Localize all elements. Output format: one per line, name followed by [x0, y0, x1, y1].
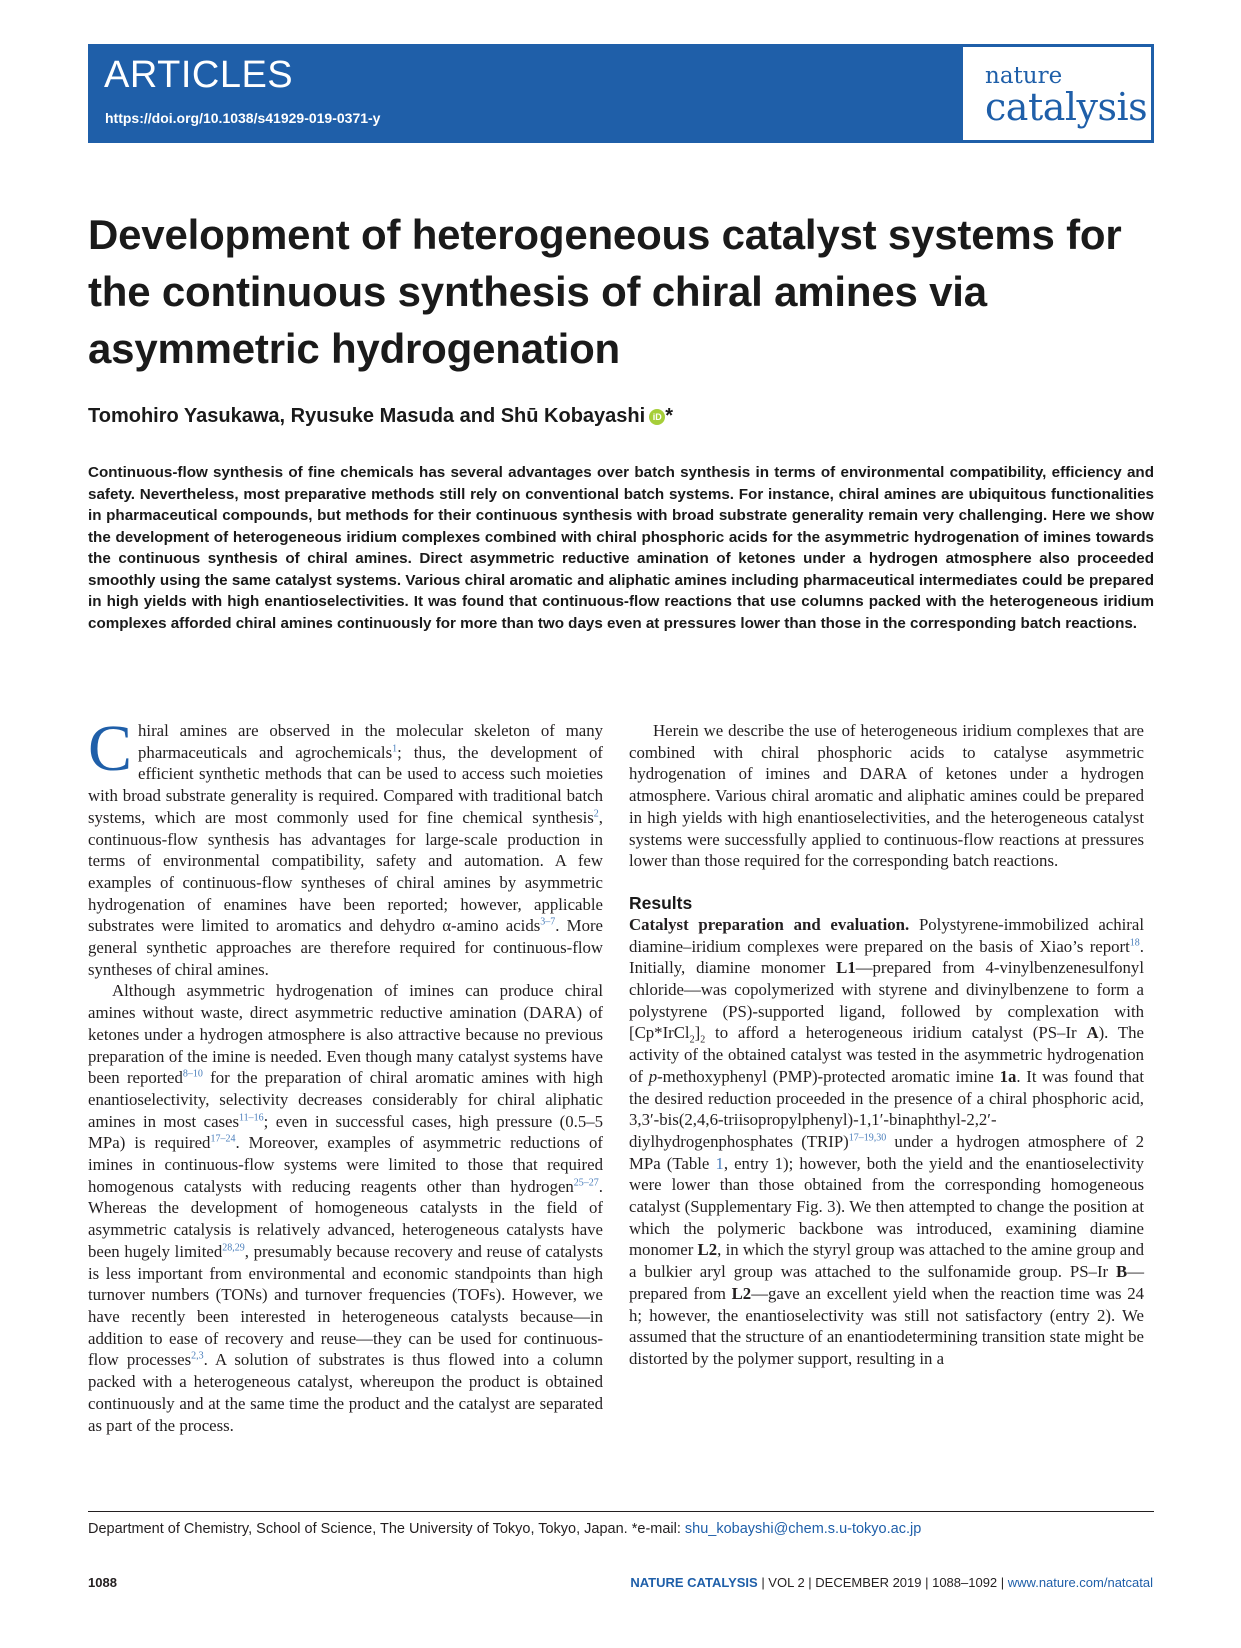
article-title: Development of heterogeneous catalyst systems for the continuous synthesis of chiral amines via asymmetric hydrogenation: [88, 211, 1122, 372]
body-column-right: [629, 720, 1144, 1370]
text-run: , entry 1); however, both the yield and the enantioselectivity were lower than those obtained from the corresponding homogeneous catalyst (Supplementary Fig. 3). We then attempted to change the position at which the polymeric backbone was introduced, examining diamine monomer: [629, 1153, 1144, 1260]
citation-ref[interactable]: 2: [593, 808, 599, 820]
citation-ref[interactable]: 25–27: [573, 1177, 599, 1189]
text-run: . It was found that the desired reduction proceeded in the presence of a chiral phosphoric acid, 3,3′-bis(2,4,6-triisopropylphenyl)-1,1′-binaphthyl-2,2′-diylhydrogenphosphates (TRIP): [629, 1066, 1144, 1151]
intro-paragraph-3: Herein we describe the use of heterogeneous iridium complexes that are combined with chiral phosphoric acids to catalyse asymmetric hydrogenation of imines and DARA of ketones under a hydrogen atmosphere. Various chiral aromatic and aliphatic amines could be prepared in high yields with high enantioselectivities, and the heterogeneous catalyst systems were successfully applied to continuous-flow reactions at pressures lower than those required for the corresponding batch reactions.: [629, 721, 1144, 871]
body-column-left: [88, 712, 604, 1436]
journal-details: | VOL 2 | DECEMBER 2019 | 1088–1092 |: [757, 1575, 1008, 1590]
citation-ref[interactable]: 18: [1129, 937, 1140, 949]
text-run: . Initially, diamine monomer: [629, 936, 1144, 978]
email-link[interactable]: shu_kobayshi@chem.s.u-tokyo.ac.jp: [684, 1521, 922, 1537]
text-run: ; even in successful cases, high pressure (0.5–5 MPa) is required: [88, 1111, 603, 1153]
citation-ref[interactable]: 17–24: [210, 1133, 236, 1145]
section-label: ARTICLES: [104, 54, 294, 96]
text-run: under a hydrogen atmosphere of 2 MPa (Table: [629, 1131, 1144, 1173]
article-type-banner: [88, 44, 1154, 143]
text-run: . Moreover, examples of asymmetric reductions of imines in continuous-flow systems were limited to those that required homogenous catalysts with reducing reagents other than hydrogen: [88, 1133, 603, 1196]
orcid-icon[interactable]: iD: [649, 409, 665, 425]
citation-ref[interactable]: 2,3: [191, 1350, 204, 1362]
results-heading: Results: [629, 892, 693, 913]
text-run: Polystyrene-immobilized achiral diamine–iridium complexes were prepared on the basis of Xiao’s report: [629, 914, 1144, 956]
compound-label: L2: [731, 1283, 752, 1303]
compound-label: L2: [697, 1240, 718, 1260]
subsection-lead: Catalyst preparation and evaluation.: [629, 914, 910, 934]
text-run: hiral amines are observed in the molecular skeleton of many pharmaceuticals and agrochemicals: [138, 721, 603, 762]
results-paragraph-1: Catalyst preparation and evaluation. Polystyrene-immobilized achiral diamine–iridium complexes were prepared on the basis of Xiao’s report$^{18}$. Initially, diamine monomer L1—prepared from 4-vinylbenzenesulfonyl chloride—was copolymerized with styrene and divinylbenzene to form a polystyrene (PS)-supported ligand, followed by complexation with $[Cp*IrCl_2]_2$ to afford a heterogeneous iridium catalyst (PS–Ir A). The activity of the obtained catalyst was tested in the asymmetric hydrogenation of p-methoxyphenyl (PMP)-protected aromatic imine 1a. It was found that the desired reduction proceeded in the presence of a chiral phosphoric acid, 3,3′-bis(2,4,6-triisopropylphenyl)-1,1′-binaphthyl-2,2′-diylhydrogenphosphates (TRIP)$^{17-19,30}$ under a hydrogen atmosphere of 2 MPa (Table 1, entry 1); however, both the yield and the enantioselectivity were lower than those obtained from the corresponding homogeneous catalyst (Supplementary Fig. 3). We then attempted to change the position at which the polymeric backbone was introduced, examining diamine monomer L2, in which the styryl group was attached to the amine group and a bulkier aryl group was attached to the sulfonamide group. PS–Ir B—prepared from L2—gave an excellent yield when the reaction time was 24 h; however, the enantioselectivity was still not satisfactory (entry 2). We assumed that the structure of an enantiodetermining transition state might be distorted by the polymer support, resulting in a: [629, 914, 1144, 1368]
logo-word-catalysis: catalysis: [985, 85, 1148, 129]
journal-url-link[interactable]: www.nature.com/natcatal: [1007, 1575, 1153, 1590]
text-run: for the preparation of chiral aromatic amines with high enantioselectivity, selectivity decreases considerably for chiral aliphatic amines in most cases: [88, 1068, 603, 1131]
text-run: to afford a heterogeneous iridium catalyst (PS–Ir: [705, 1023, 1087, 1043]
text-run: , in which the styryl group was attached to the amine group and a bulkier aryl group was attached to the sulfonamide group. PS–Ir: [629, 1240, 1144, 1282]
text-run: Although asymmetric hydrogenation of imines can produce chiral amines without waste, direct asymmetric reductive amination (DARA) of ketones under a hydrogen atmosphere is also attractive because no previous preparation of the imine is needed. Even though many catalyst systems have been reported: [88, 981, 603, 1088]
citation-ref[interactable]: 3–7: [540, 916, 556, 928]
table-ref-link[interactable]: 1: [715, 1153, 724, 1173]
compound-label: 1a: [999, 1066, 1017, 1086]
intro-paragraph-2: [88, 980, 603, 1436]
text-run: —prepared from 4-vinylbenzenesulfonyl chloride—was copolymerized with styrene and divinylbenzene to form a polystyrene (PS)-supported ligand, followed by complexation with [Cp*IrCl: [629, 958, 1144, 1043]
text-run: , presumably because recovery and reuse of catalysts is less important from environmental and economic standpoints than high turnover numbers (TONs) and turnover frequencies (TOFs). However, we have recently been interested in heterogeneous catalysts because—in addition to ease of recovery and reuse—they can be used for continuous-flow processes: [88, 1241, 603, 1370]
abstract: Continuous-flow synthesis of fine chemicals has several advantages over batch synthesis in terms of environmental compatibility, efficiency and safety. Nevertheless, most preparative methods still rely on conventional batch systems. For instance, chiral amines are ubiquitous functionalities in pharmaceutical compounds, but methods for their continuous synthesis with broad substrate generality remain very challenging. Here we show the development of heterogeneous iridium complexes combined with chiral phosphoric acids for the asymmetric hydrogenation of imines towards the continuous synthesis of chiral amines. Direct asymmetric reductive amination of ketones under a hydrogen atmosphere also proceeded smoothly using the same catalyst systems. Various chiral aromatic and aliphatic amines including pharmaceutical intermediates could be prepared in high yields with high enantioselectivities. It was found that continuous-flow reactions that use columns packed with the heterogeneous iridium complexes afforded chiral amines continuously for more than two days even at pressures lower than those in the corresponding batch reactions.: [88, 464, 1154, 632]
citation-ref[interactable]: 17–19,30: [848, 1132, 887, 1144]
italic-prefix: p: [648, 1066, 658, 1086]
page-number: 1088: [88, 1575, 117, 1590]
compound-label: L1: [836, 958, 856, 978]
text-run: ). The activity of the obtained catalyst was tested in the asymmetric hydrogenation of: [629, 1023, 1144, 1086]
journal-logo: [963, 47, 1151, 140]
journal-citation: [630, 1575, 1153, 1590]
citation-ref[interactable]: 11–16: [239, 1112, 264, 1124]
corresponding-author-mark: *: [665, 405, 673, 427]
subscript: 2: [689, 1034, 695, 1046]
journal-name: NATURE CATALYSIS: [630, 1575, 758, 1590]
drop-cap: C: [88, 712, 133, 785]
author-list: [88, 405, 673, 428]
citation-ref[interactable]: 28,29: [222, 1242, 245, 1254]
text-run: , continuous-flow synthesis has advantages for large-scale production in terms of environmental compatibility, safety and automation. A few examples of continuous-flow syntheses of chiral amines by asymmetric hydrogenation of enamines have been reported; however, applicable substrates were limited to aromatics and dehydro α-amino acids: [88, 807, 603, 936]
text-run: -methoxyphenyl (PMP)-protected aromatic imine: [657, 1066, 1000, 1086]
affiliation-text: Department of Chemistry, School of Science, The University of Tokyo, Tokyo, Japan. *e-mail:: [88, 1521, 685, 1537]
citation-ref[interactable]: 8–10: [182, 1068, 203, 1080]
text-run: ; thus, the development of efficient synthetic methods that can be used to access such moieties with broad substrate generality is required. Compared with traditional batch systems, which are most commonly used for fine chemical synthesis: [88, 742, 603, 827]
compound-label: A: [1086, 1023, 1099, 1043]
logo-word-nature: nature: [985, 63, 1063, 89]
compound-label: B: [1116, 1262, 1128, 1282]
intro-paragraph-1: [88, 712, 603, 980]
citation-ref[interactable]: 1: [392, 743, 398, 755]
doi-link[interactable]: https://doi.org/10.1038/s41929-019-0371-y: [105, 110, 381, 126]
author-names: Tomohiro Yasukawa, Ryusuke Masuda and Shū Kobayashi: [88, 405, 646, 427]
text-run: . Whereas the development of homogeneous catalysts in the field of asymmetric catalysis is relatively advanced, heterogeneous catalysts have been hugely limited: [88, 1176, 603, 1261]
text-run: . More general synthetic approaches are therefore required for continuous-flow syntheses of chiral amines.: [88, 916, 603, 979]
text-run: . A solution of substrates is thus flowed into a column packed with a heterogeneous catalyst, whereupon the product is obtained continuously and at the same time the product and the catalyst are separated as part of the process.: [88, 1350, 604, 1435]
footer-divider: [88, 1511, 1154, 1512]
text-run: —gave an excellent yield when the reaction time was 24 h; however, the enantioselectivity was still not satisfactory (entry 2). We assumed that the structure of an enantiodetermining transition state might be distorted by the polymer support, resulting in a: [629, 1283, 1144, 1368]
text-run: —prepared from: [629, 1262, 1144, 1303]
affiliation-note: [88, 1521, 921, 1537]
subscript: 2: [700, 1034, 706, 1046]
